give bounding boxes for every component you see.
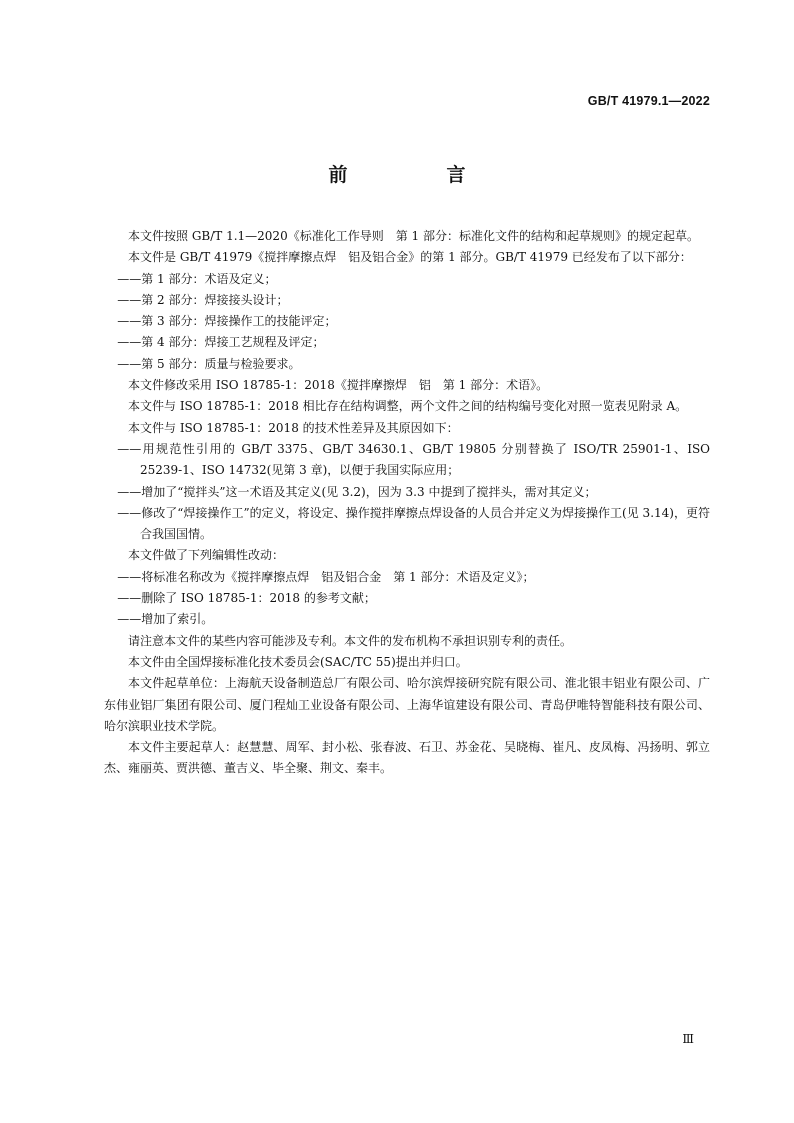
- list-item: ——第 4 部分：焊接工艺规程及评定；: [117, 335, 325, 350]
- list-item: ——增加了“搅拌头”这一术语及其定义(见 3.2)，因为 3.3 中提到了搅拌头，需对其定义；: [117, 484, 597, 499]
- page-number: Ⅲ: [682, 1032, 694, 1046]
- list-item: ——第 1 部分：术语及定义；: [117, 271, 277, 286]
- list-item: ——第 3 部分：焊接操作工的技能评定；: [117, 314, 337, 329]
- paragraph: 本文件主要起草人：赵慧慧、周军、封小松、张春波、石卫、苏金花、吴晓梅、崔凡、皮凤梅、冯扬明、郭立杰、雍丽英、贾洪德、董吉义、毕全聚、荆文、秦丰。: [104, 740, 710, 776]
- paragraph: 本文件由全国焊接标准化技术委员会(SAC/TC 55)提出并归口。: [128, 654, 468, 669]
- paragraph: 本文件修改采用 ISO 18785-1：2018《搅拌摩擦焊 铝 第 1 部分：术语》。: [128, 378, 549, 393]
- list-item: ——修改了“焊接操作工”的定义，将设定、操作搅拌摩擦点焊设备的人员合并定义为焊接操作工(见 3.14)，更符合我国国情。: [117, 505, 710, 542]
- page-title: 前 言: [328, 164, 506, 186]
- paragraph: 本文件与 ISO 18785-1：2018 的技术性差异及其原因如下：: [128, 420, 459, 435]
- standard-number: GB/T 41979.1—2022: [587, 94, 710, 108]
- list-item: ——删除了 ISO 18785-1：2018 的参考文献；: [117, 591, 376, 606]
- document-body: [104, 226, 710, 780]
- paragraph: 本文件做了下列编辑性改动：: [128, 548, 285, 563]
- list-item: ——将标准名称改为《搅拌摩擦点焊 铝及铝合金 第 1 部分：术语及定义》；: [117, 569, 535, 584]
- paragraph: 本文件与 ISO 18785-1：2018 相比存在结构调整，两个文件之间的结构编号变化对照一览表见附录 A。: [128, 399, 688, 414]
- paragraph: 请注意本文件的某些内容可能涉及专利。本文件的发布机构不承担识别专利的责任。: [128, 633, 573, 648]
- paragraph: 本文件按照 GB/T 1.1—2020《标准化工作导则 第 1 部分：标准化文件的结构和起草规则》的规定起草。: [128, 229, 699, 243]
- list-item: ——增加了索引。: [117, 612, 214, 627]
- paragraph: 本文件起草单位：上海航天设备制造总厂有限公司、哈尔滨焊接研究院有限公司、淮北银丰铝业有限公司、广东伟业铝厂集团有限公司、厦门程灿工业设备有限公司、上海华谊建设有限公司、青岛伊唯特智能科技有限公司、哈尔滨职业技术学院。: [104, 676, 710, 733]
- list-item: ——第 2 部分：焊接接头设计；: [117, 292, 289, 307]
- list-item: ——第 5 部分：质量与检验要求。: [117, 356, 301, 371]
- paragraph: 本文件是 GB/T 41979《搅拌摩擦点焊 铝及铝合金》的第 1 部分。GB/T 41979 已经发布了以下部分：: [128, 250, 692, 265]
- list-item: ——用规范性引用的 GB/T 3375、GB/T 34630.1、GB/T 19805 分别替换了 ISO/TR 25901-1、ISO 25239-1、ISO 14732(见第 3 章)，以便于我国实际应用；: [117, 441, 710, 478]
